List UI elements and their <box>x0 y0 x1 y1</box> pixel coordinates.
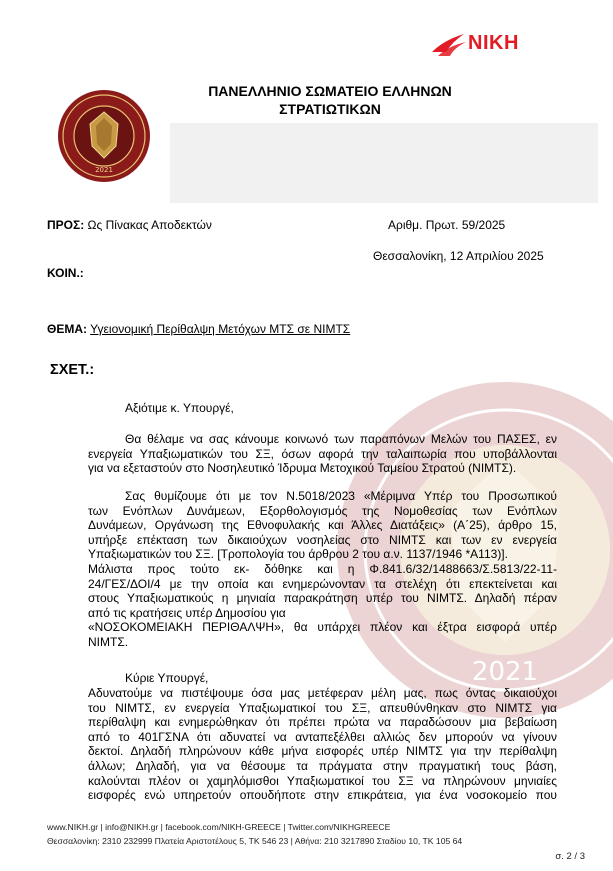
paragraph-3 <box>88 686 557 803</box>
text-line: περίθαλψη και ενημερώθηκαν ότι πρέπει πρώτα να παραδώσουν μια βεβαίωση <box>88 715 557 730</box>
nikh-logo <box>430 30 560 58</box>
text-line: Θα θέλαμε να σας κάνουμε κοινωνό των παραπόνων Μελών του ΠΑΣΕΣ, εν <box>125 432 557 446</box>
text-line: Δυνάμεων, Οργάνωση της Εθνοφυλακής και Άλλες Διατάξεις» (Α΄25), άρθρο 15, <box>88 518 557 533</box>
seal-year: 2021 <box>95 166 113 174</box>
subject-label: ΘΕΜΑ: <box>47 322 87 336</box>
text-line: Αδυνατούμε να πιστέψουμε όσα μας μετέφεραν μέλη μας, πως όντας δικαιούχοι <box>88 686 557 700</box>
text-line: ΝΙΜΤΣ. <box>88 634 129 649</box>
text-line: άλλων; Δηλαδή, για να θέσουμε τα πράγματα στην πραγματική τους βάση, <box>88 758 557 773</box>
text-line: στους Υπαξιωματικούς η μηνιαία παρακράτηση υπέρ του ΝΙΜΤΣ. Δηλαδή πέραν <box>88 591 557 606</box>
cc-label: ΚΟΙΝ.: <box>47 266 84 280</box>
brand-name: NIKH <box>468 32 519 54</box>
text-line: υπήρξε επέκταση των δικαιούχων νοσηλείας στο ΝΙΜΤΣ και των εν ενεργεία <box>88 532 557 547</box>
paragraph-1 <box>88 432 557 476</box>
text-line: ενεργεία Υπαξιωματικών του ΣΞ, όσων αφορά την ταλαιπωρία που υποβάλλονται <box>88 446 557 461</box>
text-line: Υπαξιωματικών του ΣΞ. [Τροπολογία του άρθρου 2 του α.ν. 1137/1946 *Α113)]. <box>88 547 508 562</box>
subject-line <box>47 322 350 337</box>
footer-addresses: Θεσσαλονίκη: 2310 232999 Πλατεία Αριστοτέλους 5, ΤΚ 546 23 | Αθήνα: 210 3217890 Σταδίου 10, ΤΚ 105 64 <box>47 836 463 846</box>
union-seal <box>56 88 152 184</box>
text-line: από τις κρατήσεις υπέρ Δημοσίου για <box>88 605 286 620</box>
text-line: Σας θυμίζουμε ότι με τον Ν.5018/2023 «Μέριμνα Υπέρ του Προσωπικού <box>125 489 557 503</box>
date-line: Θεσσαλονίκη, 12 Απριλίου 2025 <box>373 249 544 263</box>
redacted-area <box>170 123 598 203</box>
org-name-line1: ΠΑΝΕΛΛΗΝΙΟ ΣΩΜΑΤΕΙΟ ΕΛΛΗΝΩΝ <box>208 83 452 99</box>
text-line: για να εξεταστούν στο Νοσηλευτικό Ίδρυμα Μετοχικού Ταμείου Στρατού (ΝΙΜΤΣ). <box>88 461 517 476</box>
recipient-line <box>47 218 212 233</box>
greeting-2: Κύριε Υπουργέ, <box>125 671 209 685</box>
page-number: σ. 2 / 3 <box>555 851 585 862</box>
reference-label: ΣΧΕΤ.: <box>50 362 95 378</box>
subject-value: Υγειονομική Περίθαλψη Μετόχων ΜΤΣ σε ΝΙΜΤΣ <box>90 322 351 336</box>
footer-contacts: www.NIKH.gr | info@NIKH.gr | facebook.com/NIKH-GREECE | Twitter.com/NIKHGREECE <box>47 822 391 832</box>
text-line: από το 401ΓΣΝΑ ότι αδυνατεί να ανταπεξέλθει αλλιώς δεν μπορούν να γίνουν <box>88 729 557 744</box>
text-line: 24/ΓΕΣ/ΔΟΙ/4 με την οποία και ενημερώνονταν τα στελέχη ότι επεκτείνεται και <box>88 576 557 591</box>
organization-name <box>150 82 510 118</box>
text-line: «ΝΟΣΟΚΟΜΕΙΑΚΗ ΠΕΡΙΘΑΛΨΗ», θα υπάρχει πλέον και έξτρα εισφορά υπέρ <box>88 620 557 635</box>
watermark-year: 2021 <box>471 657 539 687</box>
text-line: του ΝΙΜΤΣ, εν ενεργεία Υπαξιωματικοί του ΣΞ, απευθύνθηκαν στο ΝΙΜΤΣ για <box>88 700 557 715</box>
text-line: των Ενόπλων Δυνάμεων, Εξορθολογισμός της Νομοθεσίας των Ενόπλων <box>88 503 557 518</box>
text-line: Μάλιστα προς τούτο εκ- δόθηκε και η Φ.841.6/32/1488663/Σ.5813/22-11- <box>88 561 557 576</box>
to-value: Ως Πίνακας Αποδεκτών <box>87 218 212 232</box>
to-label: ΠΡΟΣ: <box>47 218 85 232</box>
nikh-wing-icon <box>430 30 470 58</box>
text-line: δεκτοί. Δηλαδή πληρώνουν κάθε μήνα εισφορές υπέρ ΝΙΜΤΣ για την περίθαλψη <box>88 744 557 759</box>
text-line: καλούνται πλέον οι χαμηλόμισθοι Υπαξιωματικοί του ΣΞ να πληρώνουν μηνιαίες <box>88 773 557 788</box>
text-line: εισφορές ενώ υπηρετούν οπουδήποτε στην επικράτεια, για ένα νοσοκομείο που <box>88 788 557 803</box>
paragraph-2 <box>88 489 557 650</box>
org-name-line2: ΣΤΡΑΤΙΩΤΙΚΩΝ <box>279 101 381 117</box>
greeting: Αξιότιμε κ. Υπουργέ, <box>125 401 234 415</box>
protocol-number: Αριθμ. Πρωτ. 59/2025 <box>388 218 506 232</box>
